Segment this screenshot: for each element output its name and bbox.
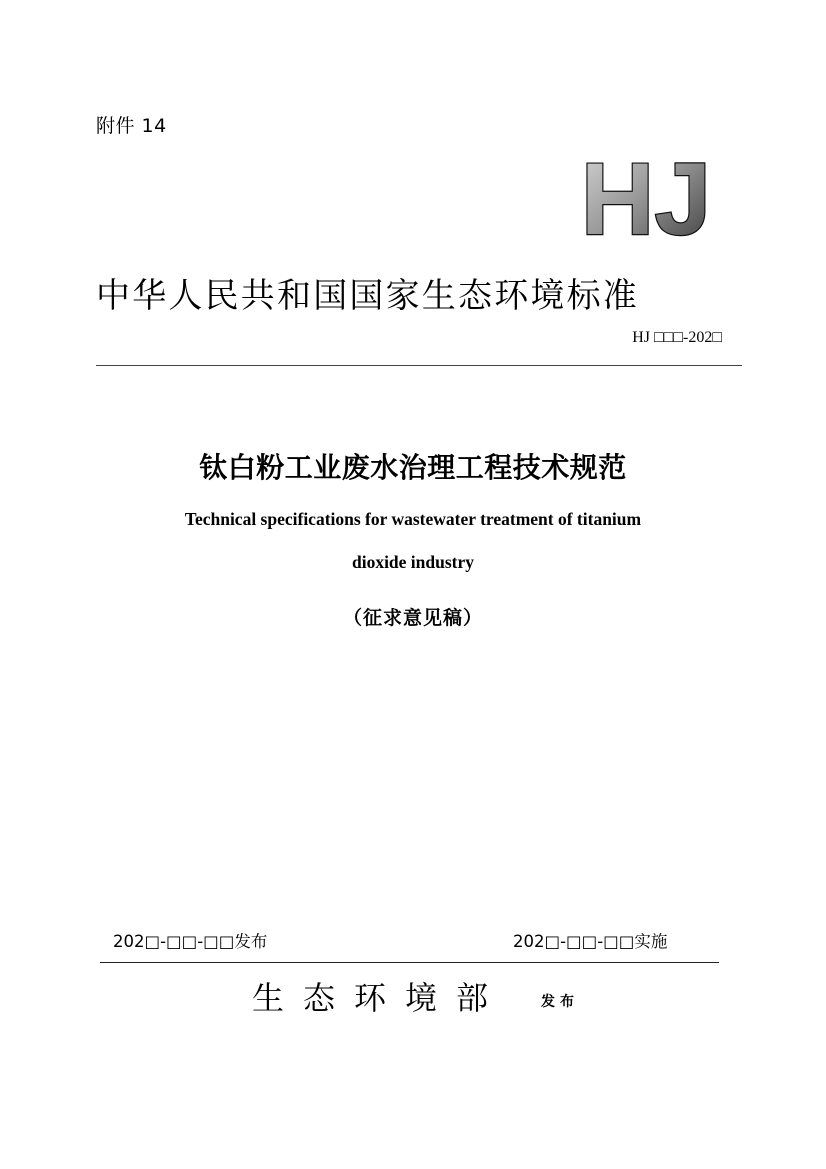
english-title-line1: Technical specifications for wastewater treatment of titanium	[184, 509, 642, 529]
footer-divider	[100, 962, 719, 963]
english-title-line2: dioxide industry	[351, 552, 475, 572]
standard-title: 中华人民共和国国家生态环境标准	[96, 276, 639, 316]
standard-code: HJ □□□-202□	[632, 329, 722, 346]
implementation-date: 202□-□□-□□实施	[513, 932, 668, 951]
header-divider	[96, 365, 742, 366]
publisher-name: 生态环境部	[252, 979, 508, 1017]
document-title: 钛白粉工业废水治理工程技术规范	[199, 451, 627, 484]
release-date: 202□-□□-□□发布	[113, 932, 268, 951]
publish-label: 发布	[541, 994, 579, 1010]
annex-label: 附件 14	[96, 115, 167, 137]
hj-logo	[572, 150, 720, 246]
draft-status: （征求意见稿）	[342, 607, 483, 629]
logo-text: HJ	[580, 150, 712, 246]
